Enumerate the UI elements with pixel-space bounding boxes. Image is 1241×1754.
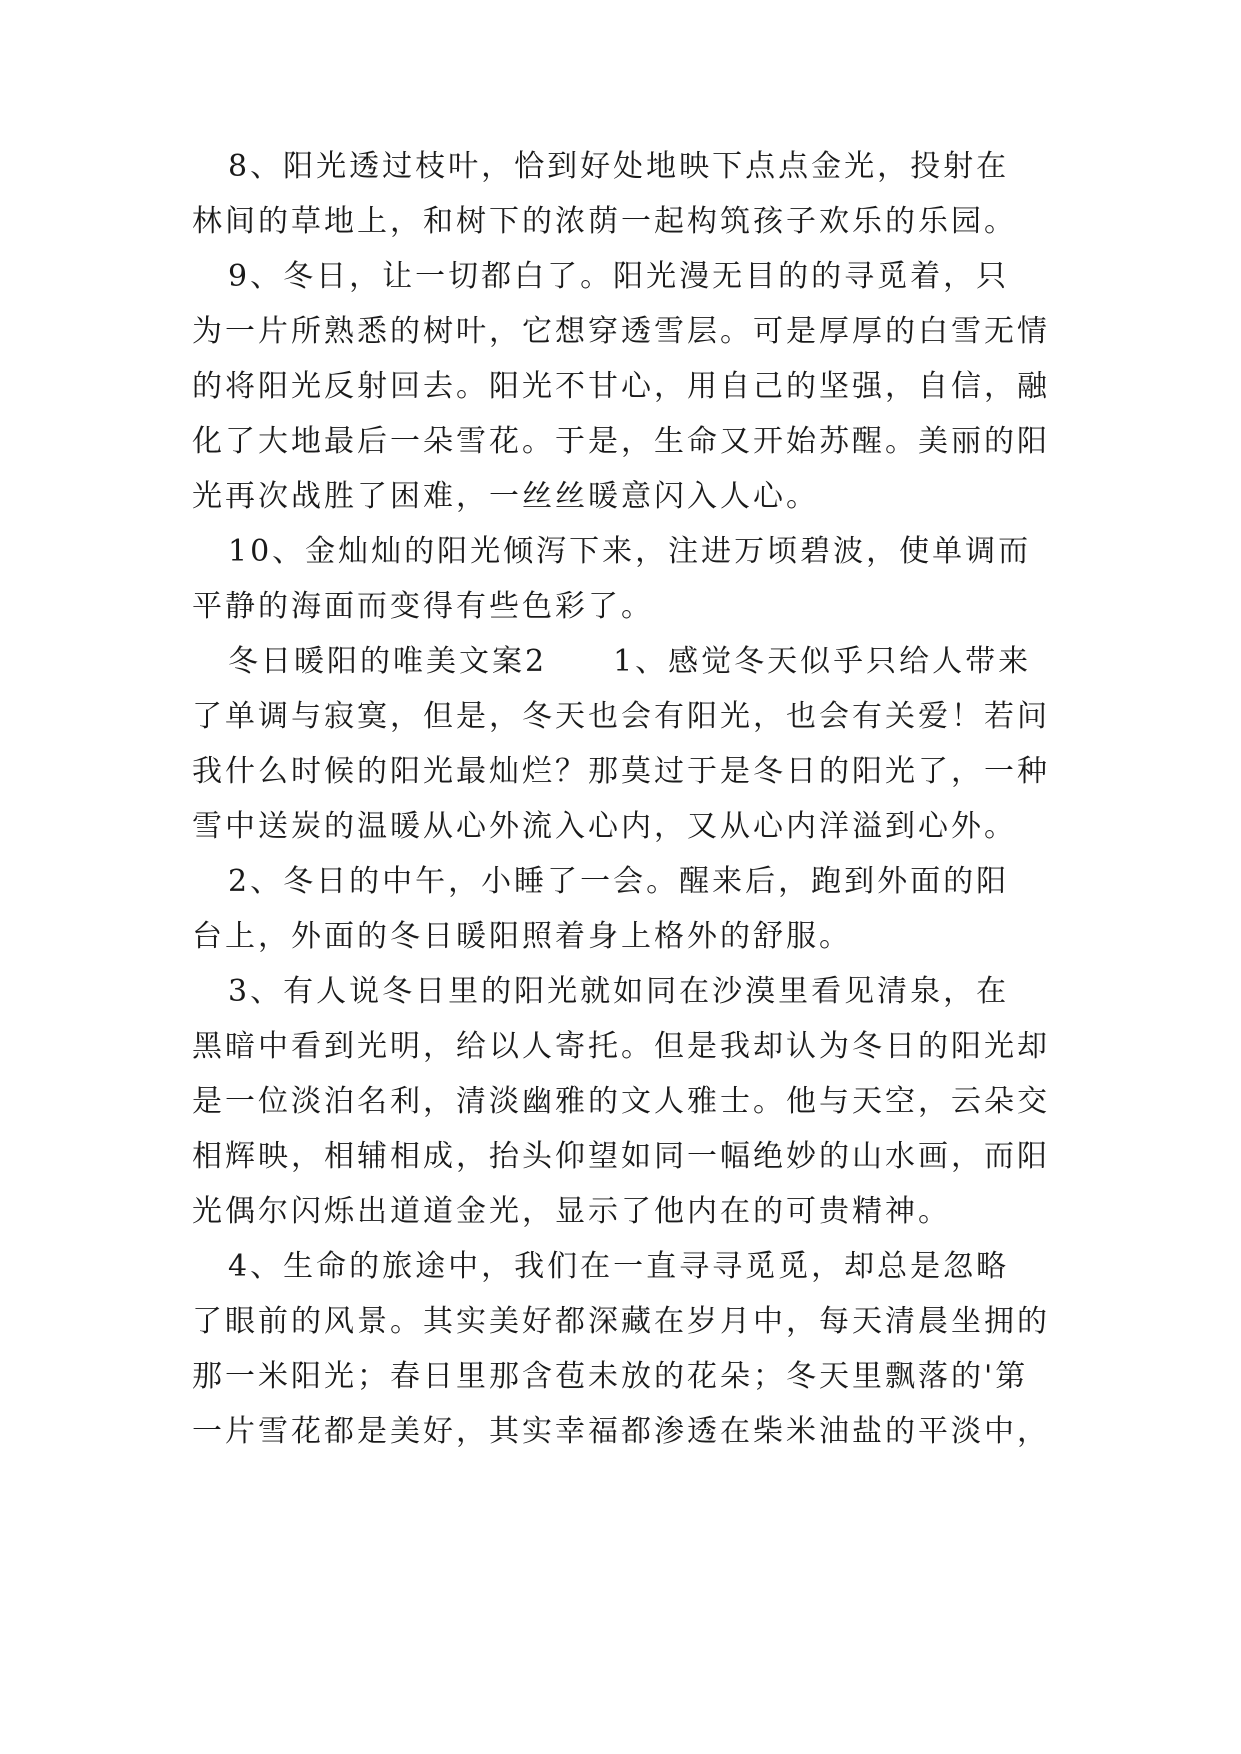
text-line: 了单调与寂寞，但是，冬天也会有阳光，也会有关爱！若问 [192, 699, 1050, 734]
text-line: 相辉映，相辅相成，抬头仰望如同一幅绝妙的山水画，而阳 [192, 1139, 1050, 1174]
text-line: 了眼前的风景。其实美好都深藏在岁月中，每天清晨坐拥的 [192, 1304, 1050, 1339]
text-line: 光再次战胜了困难，一丝丝暖意闪入人心。 [192, 479, 819, 514]
text-line: 为一片所熟悉的树叶，它想穿透雪层。可是厚厚的白雪无情 [192, 314, 1050, 349]
text-line: 那一米阳光；春日里那含苞未放的花朵；冬天里飘落的'第 [192, 1359, 1029, 1394]
text-line: 的将阳光反射回去。阳光不甘心，用自己的坚强，自信，融 [192, 369, 1050, 404]
text-line: 光偶尔闪烁出道道金光，显示了他内在的可贵精神。 [192, 1194, 951, 1229]
text-line: 台上，外面的冬日暖阳照着身上格外的舒服。 [192, 919, 852, 954]
text-line: 我什么时候的阳光最灿烂？那莫过于是冬日的阳光了，一种 [192, 754, 1050, 789]
text-line: 2、冬日的中午，小睡了一会。醒来后，跑到外面的阳 [228, 864, 1010, 899]
text-line: 平静的海面而变得有些色彩了。 [192, 589, 654, 624]
text-line: 3、有人说冬日里的阳光就如同在沙漠里看见清泉，在 [228, 974, 1010, 1009]
text-line: 是一位淡泊名利，清淡幽雅的文人雅士。他与天空，云朵交 [192, 1084, 1050, 1119]
text-line: 9、冬日，让一切都白了。阳光漫无目的的寻觅着，只 [228, 259, 1010, 294]
text-line: 一片雪花都是美好，其实幸福都渗透在柴米油盐的平淡中， [192, 1414, 1050, 1449]
text-line: 8、阳光透过枝叶，恰到好处地映下点点金光，投射在 [228, 149, 1010, 184]
text-line: 冬日暖阳的唯美文案2 1、感觉冬天似乎只给人带来 [228, 644, 1032, 679]
text-line: 10、金灿灿的阳光倾泻下来，注进万顷碧波，使单调而 [228, 534, 1032, 569]
text-line: 雪中送炭的温暖从心外流入心内，又从心内洋溢到心外。 [192, 809, 1017, 844]
text-line: 化了大地最后一朵雪花。于是，生命又开始苏醒。美丽的阳 [192, 424, 1050, 459]
text-line: 黑暗中看到光明，给以人寄托。但是我却认为冬日的阳光却 [192, 1029, 1050, 1064]
text-line: 4、生命的旅途中，我们在一直寻寻觅觅，却总是忽略 [228, 1249, 1010, 1284]
text-line: 林间的草地上，和树下的浓荫一起构筑孩子欢乐的乐园。 [192, 204, 1017, 239]
